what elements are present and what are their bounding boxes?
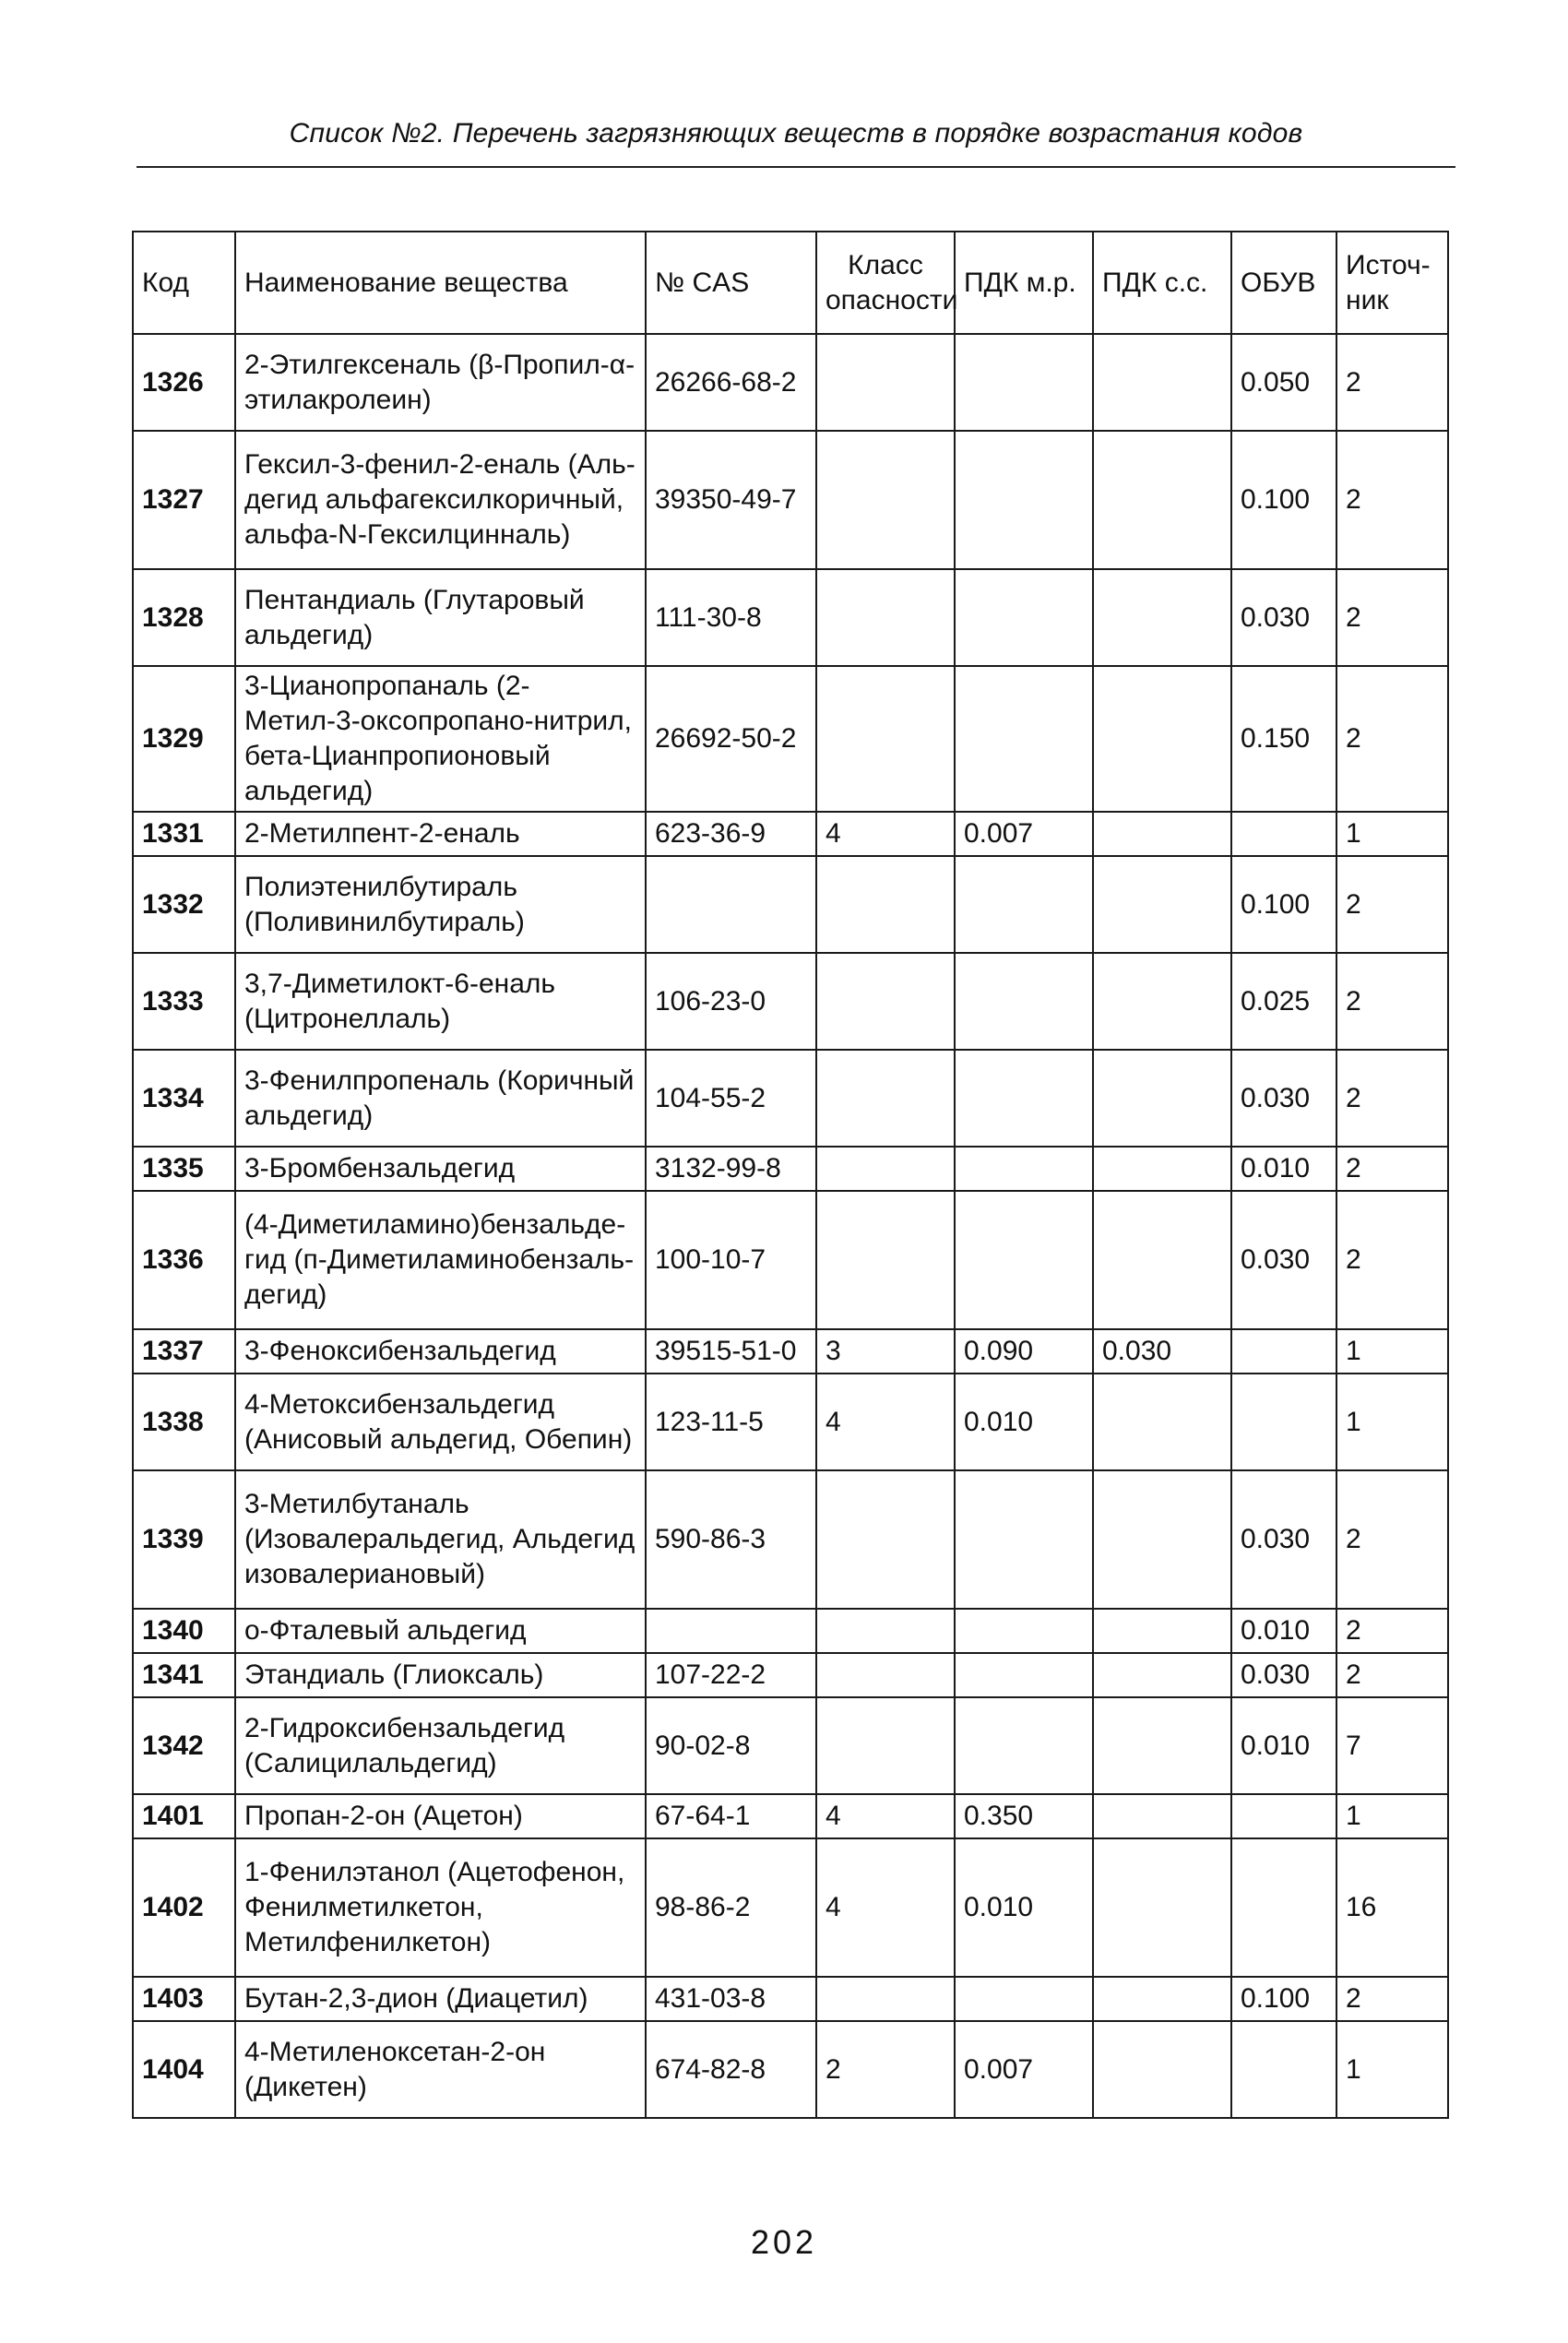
cas-cell: 111-30-8 bbox=[646, 569, 816, 666]
code-cell: 1337 bbox=[133, 1329, 235, 1374]
name-cell: 4-Метиленоксетан-2-он (Дикетен) bbox=[235, 2021, 646, 2118]
name-cell: 3-Цианопропаналь (2-Метил-3-оксопропано-нитрил, бета-Цианпропионовый альдегид) bbox=[235, 666, 646, 812]
code-cell: 1332 bbox=[133, 856, 235, 953]
table-row bbox=[133, 1470, 1448, 1609]
code-cell: 1403 bbox=[133, 1977, 235, 2021]
pdk-ss-cell: 0.030 bbox=[1093, 1329, 1231, 1374]
hazard-class-cell bbox=[816, 1147, 955, 1191]
cas-cell: 107-22-2 bbox=[646, 1653, 816, 1697]
table-row bbox=[133, 666, 1448, 812]
source-cell: 2 bbox=[1336, 569, 1448, 666]
hazard-class-cell: 4 bbox=[816, 1794, 955, 1838]
cas-cell: 90-02-8 bbox=[646, 1697, 816, 1794]
hazard-class-cell bbox=[816, 666, 955, 812]
obuv-cell bbox=[1231, 812, 1336, 856]
hazard-class-cell: 2 bbox=[816, 2021, 955, 2118]
pdk-ss-cell bbox=[1093, 1147, 1231, 1191]
obuv-cell bbox=[1231, 1374, 1336, 1470]
obuv-cell: 0.030 bbox=[1231, 1050, 1336, 1147]
table-row bbox=[133, 953, 1448, 1050]
obuv-cell: 0.150 bbox=[1231, 666, 1336, 812]
name-cell: 2-Метилпент-2-еналь bbox=[235, 812, 646, 856]
pdk-ss-cell bbox=[1093, 1794, 1231, 1838]
pdk-ss-cell bbox=[1093, 1697, 1231, 1794]
obuv-cell: 0.030 bbox=[1231, 1470, 1336, 1609]
table-header-row bbox=[133, 232, 1448, 334]
source-cell: 2 bbox=[1336, 1977, 1448, 2021]
pdk-ss-cell bbox=[1093, 569, 1231, 666]
cas-cell: 39515-51-0 bbox=[646, 1329, 816, 1374]
pdk-mr-cell: 0.090 bbox=[955, 1329, 1093, 1374]
pdk-mr-cell bbox=[955, 431, 1093, 569]
header-pdk-mr: ПДК м.р. bbox=[955, 232, 1093, 334]
hazard-class-cell bbox=[816, 1653, 955, 1697]
header-obuv: ОБУВ bbox=[1231, 232, 1336, 334]
source-cell: 2 bbox=[1336, 1653, 1448, 1697]
obuv-cell: 0.030 bbox=[1231, 569, 1336, 666]
obuv-cell bbox=[1231, 1838, 1336, 1977]
pdk-mr-cell bbox=[955, 666, 1093, 812]
name-cell: 3-Феноксибензальдегид bbox=[235, 1329, 646, 1374]
cas-cell: 104-55-2 bbox=[646, 1050, 816, 1147]
name-cell: о-Фталевый альдегид bbox=[235, 1609, 646, 1653]
code-cell: 1336 bbox=[133, 1191, 235, 1329]
name-cell: 2-Гидроксибензальдегид (Салицилальдегид) bbox=[235, 1697, 646, 1794]
pdk-ss-cell bbox=[1093, 2021, 1231, 2118]
hazard-class-cell bbox=[816, 856, 955, 953]
cas-cell bbox=[646, 856, 816, 953]
cas-cell: 67-64-1 bbox=[646, 1794, 816, 1838]
source-cell: 2 bbox=[1336, 1050, 1448, 1147]
name-cell: Гексил-3-фенил-2-еналь (Аль-дегид альфагексилкоричный, альфа-N-Гексилцинналь) bbox=[235, 431, 646, 569]
source-cell: 1 bbox=[1336, 812, 1448, 856]
table-row bbox=[133, 856, 1448, 953]
header-cas: № CAS bbox=[646, 232, 816, 334]
pdk-ss-cell bbox=[1093, 1050, 1231, 1147]
code-cell: 1327 bbox=[133, 431, 235, 569]
code-cell: 1401 bbox=[133, 1794, 235, 1838]
pdk-mr-cell: 0.007 bbox=[955, 2021, 1093, 2118]
table-row bbox=[133, 1653, 1448, 1697]
code-cell: 1342 bbox=[133, 1697, 235, 1794]
table-row bbox=[133, 1191, 1448, 1329]
header-code: Код bbox=[133, 232, 235, 334]
name-cell: 3-Бромбензальдегид bbox=[235, 1147, 646, 1191]
obuv-cell: 0.010 bbox=[1231, 1609, 1336, 1653]
pdk-ss-cell bbox=[1093, 334, 1231, 431]
pollutants-table bbox=[132, 231, 1449, 2119]
cas-cell: 3132-99-8 bbox=[646, 1147, 816, 1191]
pdk-ss-cell bbox=[1093, 1838, 1231, 1977]
cas-cell: 39350-49-7 bbox=[646, 431, 816, 569]
code-cell: 1402 bbox=[133, 1838, 235, 1977]
pdk-mr-cell bbox=[955, 1697, 1093, 1794]
table-row bbox=[133, 569, 1448, 666]
obuv-cell: 0.030 bbox=[1231, 1653, 1336, 1697]
pdk-mr-cell bbox=[955, 334, 1093, 431]
pdk-ss-cell bbox=[1093, 856, 1231, 953]
table-body bbox=[133, 334, 1448, 2118]
obuv-cell: 0.100 bbox=[1231, 856, 1336, 953]
code-cell: 1329 bbox=[133, 666, 235, 812]
header-source: Источ-ник bbox=[1336, 232, 1448, 334]
cas-cell: 26692-50-2 bbox=[646, 666, 816, 812]
name-cell: Пентандиаль (Глутаровый альдегид) bbox=[235, 569, 646, 666]
code-cell: 1326 bbox=[133, 334, 235, 431]
cas-cell: 590-86-3 bbox=[646, 1470, 816, 1609]
name-cell: 2-Этилгексеналь (β-Пропил-α-этилакролеин) bbox=[235, 334, 646, 431]
source-cell: 1 bbox=[1336, 1329, 1448, 1374]
table-row bbox=[133, 1147, 1448, 1191]
code-cell: 1341 bbox=[133, 1653, 235, 1697]
code-cell: 1328 bbox=[133, 569, 235, 666]
cas-cell: 26266-68-2 bbox=[646, 334, 816, 431]
table-row bbox=[133, 1329, 1448, 1374]
table-row bbox=[133, 812, 1448, 856]
pdk-ss-cell bbox=[1093, 1191, 1231, 1329]
code-cell: 1334 bbox=[133, 1050, 235, 1147]
obuv-cell bbox=[1231, 2021, 1336, 2118]
pdk-mr-cell bbox=[955, 1191, 1093, 1329]
source-cell: 1 bbox=[1336, 1374, 1448, 1470]
obuv-cell: 0.050 bbox=[1231, 334, 1336, 431]
pdk-ss-cell bbox=[1093, 1470, 1231, 1609]
running-head: Список №2. Перечень загрязняющих веществ в порядке возрастания кодов bbox=[289, 118, 1303, 149]
source-cell: 2 bbox=[1336, 666, 1448, 812]
hazard-class-cell bbox=[816, 1050, 955, 1147]
obuv-cell: 0.010 bbox=[1231, 1147, 1336, 1191]
name-cell: 4-Метоксибензальдегид (Анисовый альдегид, Обепин) bbox=[235, 1374, 646, 1470]
cas-cell: 623-36-9 bbox=[646, 812, 816, 856]
pdk-mr-cell bbox=[955, 1977, 1093, 2021]
code-cell: 1335 bbox=[133, 1147, 235, 1191]
table-row bbox=[133, 2021, 1448, 2118]
hazard-class-cell bbox=[816, 1609, 955, 1653]
name-cell: Пропан-2-он (Ацетон) bbox=[235, 1794, 646, 1838]
hazard-class-cell: 4 bbox=[816, 812, 955, 856]
obuv-cell bbox=[1231, 1329, 1336, 1374]
pdk-ss-cell bbox=[1093, 812, 1231, 856]
pdk-ss-cell bbox=[1093, 1609, 1231, 1653]
source-cell: 1 bbox=[1336, 1794, 1448, 1838]
hazard-class-cell bbox=[816, 334, 955, 431]
page-number: 202 bbox=[750, 2223, 818, 2261]
source-cell: 7 bbox=[1336, 1697, 1448, 1794]
pdk-mr-cell bbox=[955, 856, 1093, 953]
pdk-mr-cell bbox=[955, 1609, 1093, 1653]
name-cell: (4-Диметиламино)бензальде-гид (п-Диметиламинобензаль-дегид) bbox=[235, 1191, 646, 1329]
obuv-cell: 0.030 bbox=[1231, 1191, 1336, 1329]
obuv-cell: 0.010 bbox=[1231, 1697, 1336, 1794]
obuv-cell bbox=[1231, 1794, 1336, 1838]
hazard-class-cell: 4 bbox=[816, 1374, 955, 1470]
header-name: Наименование вещества bbox=[235, 232, 646, 334]
pdk-ss-cell bbox=[1093, 666, 1231, 812]
cas-cell: 123-11-5 bbox=[646, 1374, 816, 1470]
pdk-mr-cell bbox=[955, 953, 1093, 1050]
pdk-ss-cell bbox=[1093, 1977, 1231, 2021]
table-row bbox=[133, 1794, 1448, 1838]
header-hazard-class: Класс опасности bbox=[816, 232, 955, 334]
table-row bbox=[133, 334, 1448, 431]
obuv-cell: 0.100 bbox=[1231, 431, 1336, 569]
cas-cell: 106-23-0 bbox=[646, 953, 816, 1050]
obuv-cell: 0.025 bbox=[1231, 953, 1336, 1050]
pdk-mr-cell bbox=[955, 1050, 1093, 1147]
hazard-class-cell: 4 bbox=[816, 1838, 955, 1977]
cas-cell: 674-82-8 bbox=[646, 2021, 816, 2118]
pdk-mr-cell bbox=[955, 569, 1093, 666]
source-cell: 2 bbox=[1336, 1147, 1448, 1191]
pdk-ss-cell bbox=[1093, 953, 1231, 1050]
pdk-mr-cell bbox=[955, 1653, 1093, 1697]
hazard-class-cell bbox=[816, 569, 955, 666]
code-cell: 1339 bbox=[133, 1470, 235, 1609]
name-cell: 3,7-Диметилокт-6-еналь (Цитронеллаль) bbox=[235, 953, 646, 1050]
table-row bbox=[133, 1374, 1448, 1470]
pdk-mr-cell: 0.010 bbox=[955, 1838, 1093, 1977]
source-cell: 2 bbox=[1336, 334, 1448, 431]
code-cell: 1331 bbox=[133, 812, 235, 856]
pdk-mr-cell bbox=[955, 1147, 1093, 1191]
pdk-mr-cell bbox=[955, 1470, 1093, 1609]
hazard-class-cell bbox=[816, 1697, 955, 1794]
pdk-mr-cell: 0.010 bbox=[955, 1374, 1093, 1470]
name-cell: 3-Метилбутаналь (Изовалеральдегид, Альдегид изовалериановый) bbox=[235, 1470, 646, 1609]
code-cell: 1333 bbox=[133, 953, 235, 1050]
hazard-class-cell bbox=[816, 953, 955, 1050]
pdk-ss-cell bbox=[1093, 1653, 1231, 1697]
hazard-class-cell bbox=[816, 1977, 955, 2021]
table-row bbox=[133, 1838, 1448, 1977]
name-cell: Бутан-2,3-дион (Диацетил) bbox=[235, 1977, 646, 2021]
name-cell: Полиэтенилбутираль (Поливинилбутираль) bbox=[235, 856, 646, 953]
source-cell: 2 bbox=[1336, 431, 1448, 569]
cas-cell: 100-10-7 bbox=[646, 1191, 816, 1329]
cas-cell: 98-86-2 bbox=[646, 1838, 816, 1977]
table-row bbox=[133, 1697, 1448, 1794]
hazard-class-cell bbox=[816, 1470, 955, 1609]
hazard-class-cell bbox=[816, 431, 955, 569]
obuv-cell: 0.100 bbox=[1231, 1977, 1336, 2021]
hazard-class-cell: 3 bbox=[816, 1329, 955, 1374]
pdk-ss-cell bbox=[1093, 431, 1231, 569]
code-cell: 1340 bbox=[133, 1609, 235, 1653]
code-cell: 1404 bbox=[133, 2021, 235, 2118]
hazard-class-cell bbox=[816, 1191, 955, 1329]
table-row bbox=[133, 1977, 1448, 2021]
cas-cell: 431-03-8 bbox=[646, 1977, 816, 2021]
pdk-mr-cell: 0.007 bbox=[955, 812, 1093, 856]
name-cell: 3-Фенилпропеналь (Коричный альдегид) bbox=[235, 1050, 646, 1147]
name-cell: 1-Фенилэтанол (Ацетофенон, Фенилметилкетон, Метилфенилкетон) bbox=[235, 1838, 646, 1977]
cas-cell bbox=[646, 1609, 816, 1653]
pdk-ss-cell bbox=[1093, 1374, 1231, 1470]
table-row bbox=[133, 1050, 1448, 1147]
source-cell: 2 bbox=[1336, 1609, 1448, 1653]
code-cell: 1338 bbox=[133, 1374, 235, 1470]
source-cell: 2 bbox=[1336, 1470, 1448, 1609]
source-cell: 2 bbox=[1336, 1191, 1448, 1329]
source-cell: 2 bbox=[1336, 856, 1448, 953]
header-rule bbox=[137, 166, 1455, 168]
source-cell: 16 bbox=[1336, 1838, 1448, 1977]
table-row bbox=[133, 1609, 1448, 1653]
pdk-mr-cell: 0.350 bbox=[955, 1794, 1093, 1838]
header-pdk-ss: ПДК с.с. bbox=[1093, 232, 1231, 334]
table-row bbox=[133, 431, 1448, 569]
source-cell: 1 bbox=[1336, 2021, 1448, 2118]
source-cell: 2 bbox=[1336, 953, 1448, 1050]
name-cell: Этандиаль (Глиоксаль) bbox=[235, 1653, 646, 1697]
